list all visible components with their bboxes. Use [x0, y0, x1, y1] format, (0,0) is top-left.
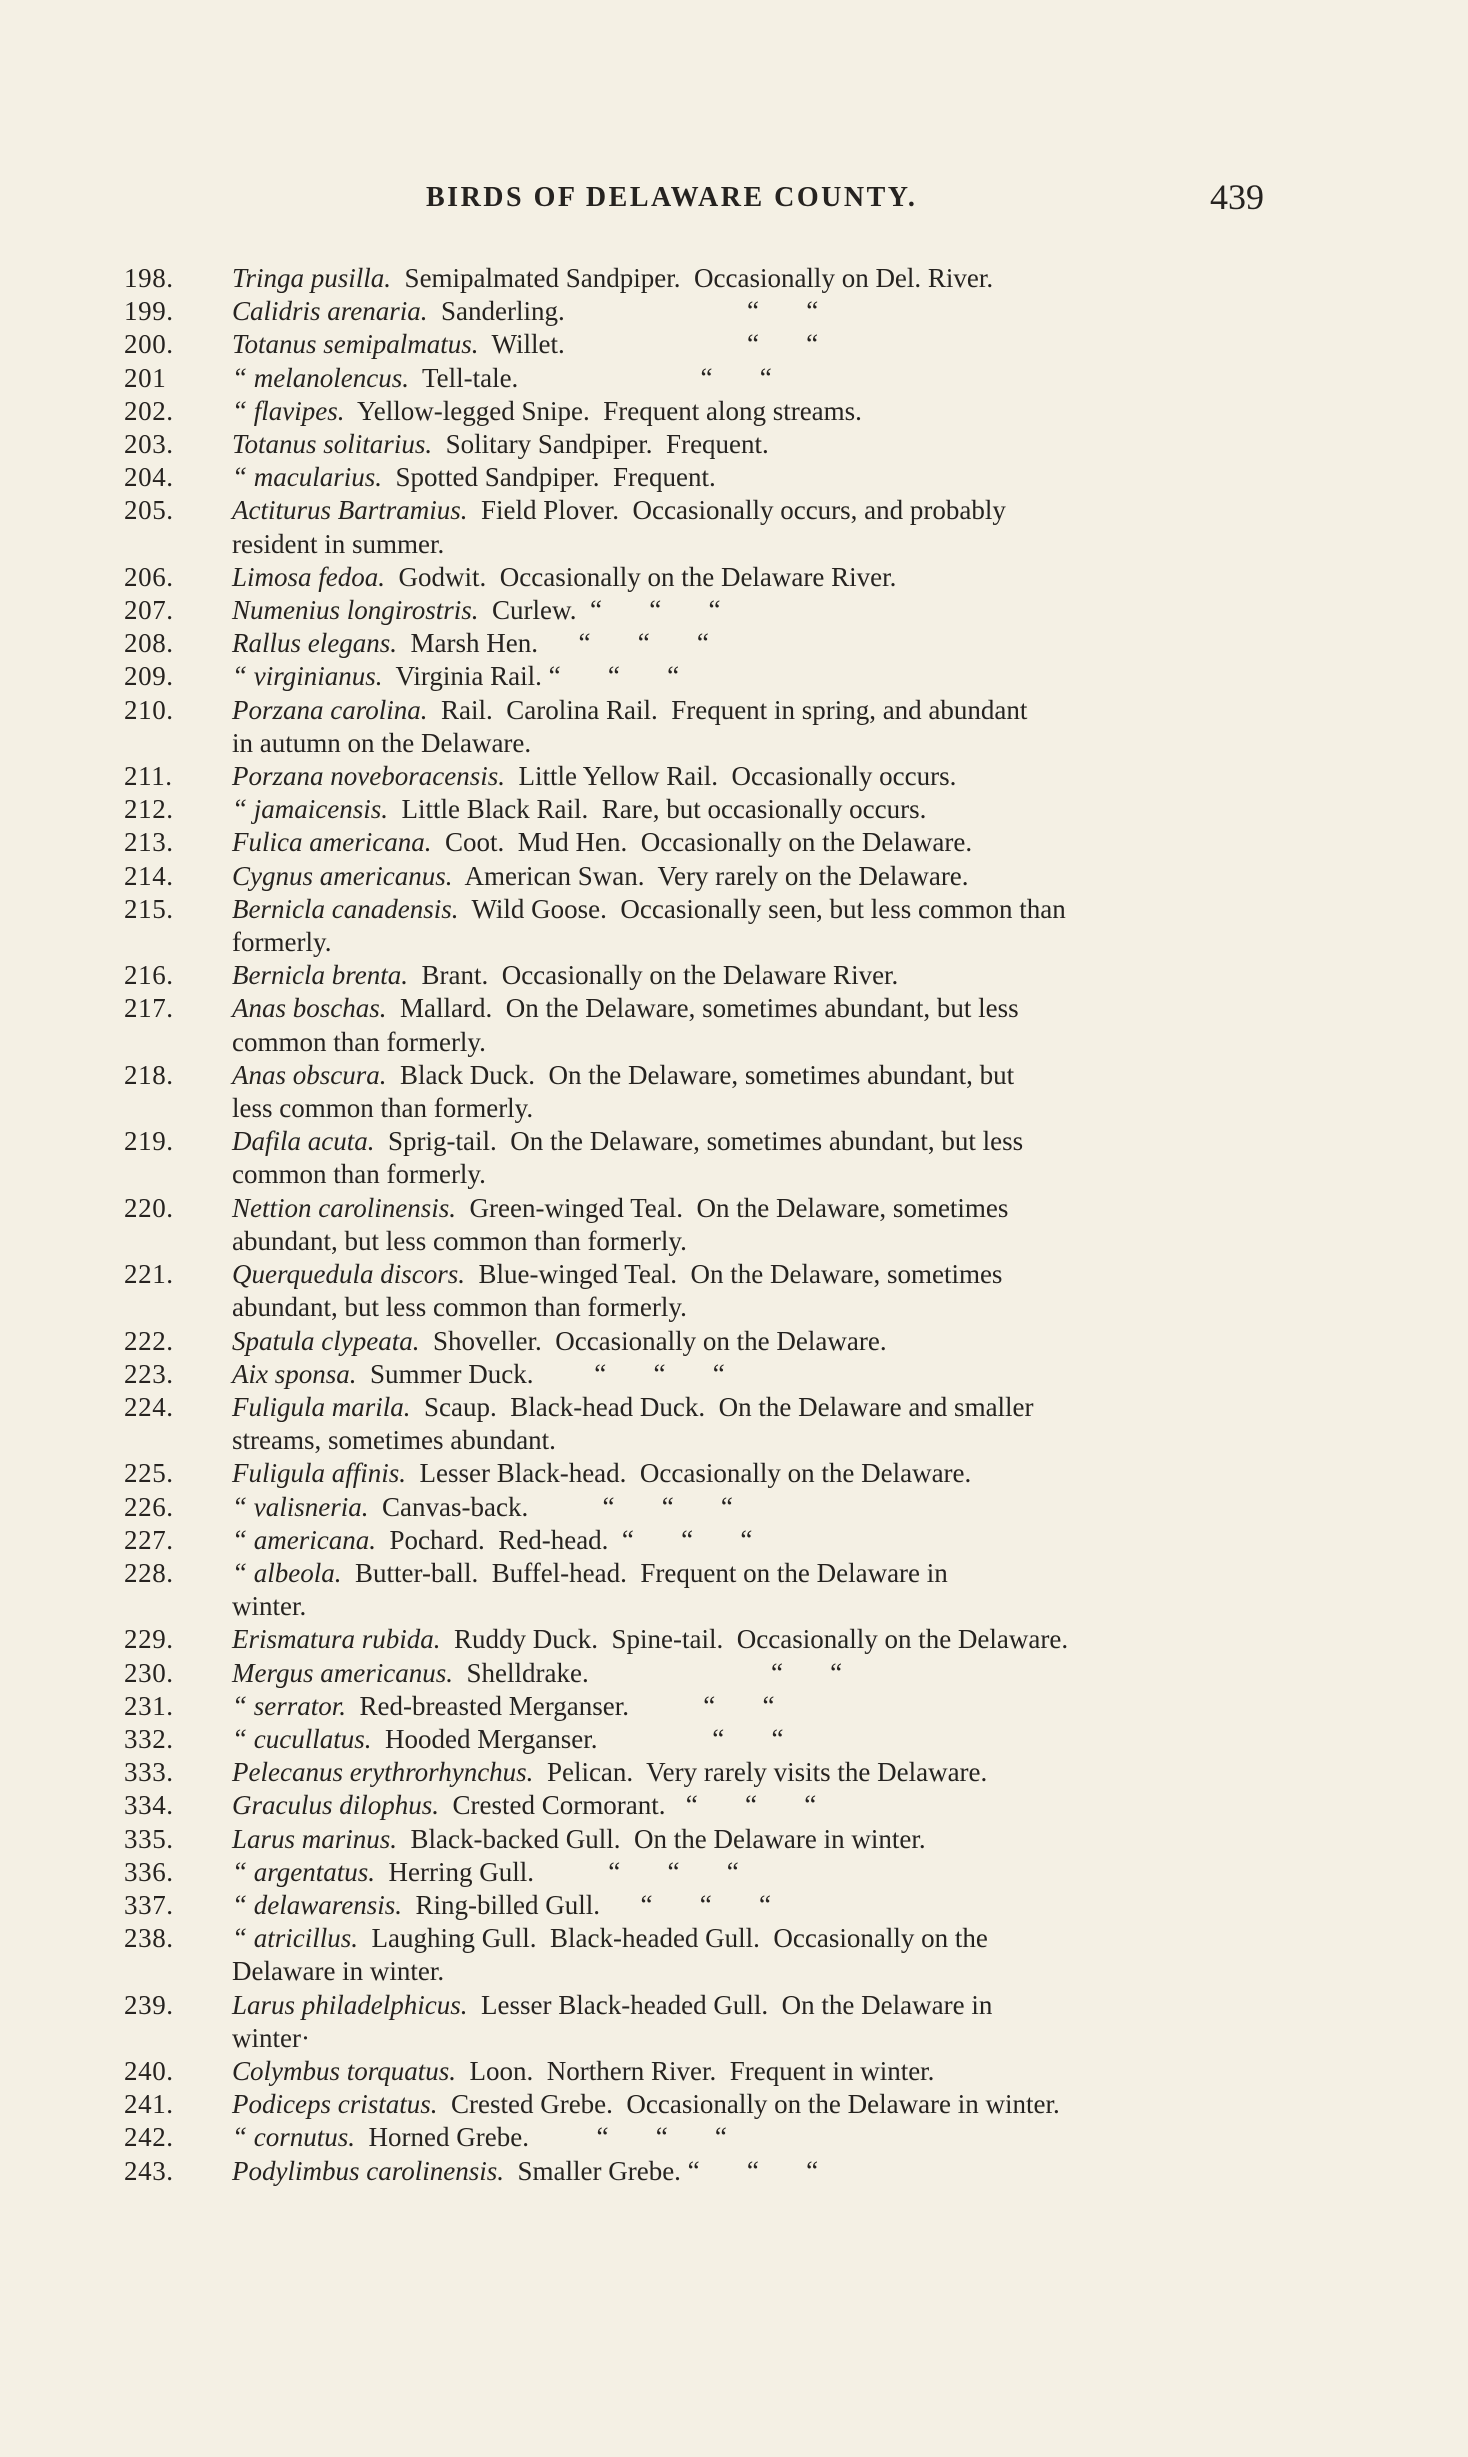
- entry-description: Sprig-tail. On the Delaware, sometimes abundant, but less: [374, 1126, 1024, 1157]
- scientific-name: “ cornutus.: [232, 2122, 356, 2153]
- scientific-name: Fuligula affinis.: [232, 1458, 407, 1489]
- entry-continuation: Delaware in winter.: [232, 1956, 445, 1987]
- running-head-title: BIRDS OF DELAWARE COUNTY.: [426, 182, 918, 213]
- entry-continuation: winter.: [232, 1591, 307, 1622]
- species-entry: [0, 594, 1292, 627]
- species-entry: [0, 1258, 1292, 1324]
- entry-number: 209.: [124, 661, 174, 692]
- entry-description: Pochard. Red-head. “ “ “: [376, 1524, 753, 1555]
- entry-continuation: resident in summer.: [232, 528, 445, 559]
- entry-description: Laughing Gull. Black-headed Gull. Occasionally on the: [358, 1923, 988, 1954]
- entry-number: 210.: [124, 694, 174, 725]
- scientific-name: Podylimbus carolinensis.: [232, 2155, 504, 2186]
- entry-description: Little Black Rail. Rare, but occasionally occurs.: [388, 794, 927, 825]
- scientific-name: Mergus americanus.: [232, 1657, 453, 1688]
- entry-number: 207.: [124, 595, 174, 626]
- scientific-name: Graculus dilophus.: [232, 1790, 440, 1821]
- species-entry: [0, 1789, 1292, 1822]
- entry-number: 220.: [124, 1192, 174, 1223]
- scientific-name: Bernicla brenta.: [232, 960, 408, 991]
- entry-continuation: in autumn on the Delaware.: [232, 727, 532, 758]
- scientific-name: Larus marinus.: [232, 1823, 398, 1854]
- entry-description: Black-backed Gull. On the Delaware in winter.: [397, 1823, 926, 1854]
- entry-description: Summer Duck. “ “ “: [356, 1358, 725, 1389]
- scientific-name: Calidris arenaria.: [232, 296, 428, 327]
- entry-description: Sanderling. “ “: [427, 296, 819, 327]
- species-entry: [0, 461, 1292, 494]
- species-entry: [0, 1756, 1292, 1789]
- scientific-name: “ jamaicensis.: [232, 794, 389, 825]
- species-entry: [0, 2088, 1292, 2121]
- entry-continuation: abundant, but less common than formerly.: [232, 1292, 687, 1323]
- species-entry: [0, 362, 1292, 395]
- species-entry: [0, 494, 1292, 560]
- scientific-name: Querquedula discors.: [232, 1259, 465, 1290]
- entry-number: 243.: [124, 2155, 174, 2186]
- species-entry: [0, 660, 1292, 693]
- entry-number: 336.: [124, 1856, 174, 1887]
- species-entry: [0, 1989, 1292, 2055]
- entry-description: Black Duck. On the Delaware, sometimes abundant, but: [386, 1059, 1015, 1090]
- entry-number: 211.: [124, 761, 173, 792]
- entry-description: Rail. Carolina Rail. Frequent in spring, and abundant: [427, 694, 1028, 725]
- entry-number: 200.: [124, 329, 174, 360]
- scientific-name: Erismatura rubida.: [232, 1624, 441, 1655]
- scientific-name: Nettion carolinensis.: [232, 1192, 456, 1223]
- species-entry: [0, 1524, 1292, 1557]
- entry-description: Curlew. “ “ “: [478, 595, 721, 626]
- species-entry: [0, 328, 1292, 361]
- entry-number: 225.: [124, 1458, 174, 1489]
- scientific-name: “ valisneria.: [232, 1491, 369, 1522]
- entry-continuation: winter·: [232, 2022, 310, 2053]
- entry-description: Butter-ball. Buffel-head. Frequent on the Delaware in: [341, 1557, 948, 1588]
- scientific-name: Pelecanus erythrorhynchus.: [232, 1757, 534, 1788]
- species-entry: [0, 1325, 1292, 1358]
- species-entry: [0, 793, 1292, 826]
- species-entry: [0, 1557, 1292, 1623]
- entry-description: Godwit. Occasionally on the Delaware River.: [385, 561, 897, 592]
- species-entry: [0, 262, 1292, 295]
- species-entry: [0, 826, 1292, 859]
- running-head: [0, 178, 1468, 228]
- entry-number: 213.: [124, 827, 174, 858]
- scientific-name: Limosa fedoa.: [232, 561, 386, 592]
- entry-number: 215.: [124, 893, 174, 924]
- entry-number: 230.: [124, 1657, 174, 1688]
- entry-number: 202.: [124, 395, 174, 426]
- entry-number: 337.: [124, 1889, 174, 1920]
- entry-number: 206.: [124, 561, 174, 592]
- scientific-name: Fulica americana.: [232, 827, 432, 858]
- entry-number: 219.: [124, 1126, 174, 1157]
- species-entry: [0, 395, 1292, 428]
- entry-number: 204.: [124, 462, 174, 493]
- entry-description: Canvas-back. “ “ “: [368, 1491, 733, 1522]
- entry-description: Mallard. On the Delaware, sometimes abundant, but less: [386, 993, 1019, 1024]
- scientific-name: Cygnus americanus.: [232, 860, 453, 891]
- scientific-name: Anas boschas.: [232, 993, 387, 1024]
- scientific-name: “ delawarensis.: [232, 1889, 403, 1920]
- entry-number: 203.: [124, 429, 174, 460]
- species-entry: [0, 627, 1292, 660]
- entry-number: 201: [124, 362, 167, 393]
- scientific-name: Porzana carolina.: [232, 694, 428, 725]
- entry-description: Blue-winged Teal. On the Delaware, sometimes: [464, 1259, 1003, 1290]
- entry-number: 198.: [124, 263, 174, 293]
- entry-number: 208.: [124, 628, 174, 659]
- species-entry: [0, 760, 1292, 793]
- entry-description: Scaup. Black-head Duck. On the Delaware and smaller: [410, 1391, 1034, 1422]
- species-entry: [0, 1192, 1292, 1258]
- entry-description: Little Yellow Rail. Occasionally occurs.: [504, 761, 957, 792]
- entry-description: Shelldrake. “ “: [452, 1657, 843, 1688]
- species-entry: [0, 1690, 1292, 1723]
- species-list: [0, 262, 1468, 2188]
- scientific-name: Spatula clypeata.: [232, 1325, 420, 1356]
- species-entry: [0, 893, 1292, 959]
- entry-number: 333.: [124, 1757, 174, 1788]
- entry-number: 218.: [124, 1059, 174, 1090]
- species-entry: [0, 2121, 1292, 2154]
- entry-description: Willet. “ “: [478, 329, 819, 360]
- species-entry: [0, 1358, 1292, 1391]
- species-entry: [0, 2055, 1292, 2088]
- scientific-name: “ melanolencus.: [232, 362, 409, 393]
- entry-description: Yellow-legged Snipe. Frequent along streams.: [344, 395, 862, 426]
- species-entry: [0, 2155, 1292, 2188]
- scientific-name: Dafila acuta.: [232, 1126, 375, 1157]
- entry-description: Crested Grebe. Occasionally on the Delaware in winter.: [437, 2089, 1060, 2120]
- entry-number: 224.: [124, 1391, 174, 1422]
- species-entry: [0, 1823, 1292, 1856]
- entry-description: Tell-tale. “ “: [408, 362, 772, 393]
- entry-description: Red-breasted Merganser. “ “: [346, 1690, 775, 1721]
- scientific-name: Totanus semipalmatus.: [232, 329, 479, 360]
- entry-description: Solitary Sandpiper. Frequent.: [432, 429, 769, 460]
- entry-description: Virginia Rail. “ “ “: [382, 661, 680, 692]
- entry-number: 229.: [124, 1624, 174, 1655]
- entry-number: 221.: [124, 1259, 174, 1290]
- species-entry: [0, 1391, 1292, 1457]
- scientific-name: “ serrator.: [232, 1690, 347, 1721]
- entry-description: Loon. Northern River. Frequent in winter.: [456, 2055, 935, 2086]
- scientific-name: “ virginianus.: [232, 661, 383, 692]
- scientific-name: Totanus solitarius.: [232, 429, 433, 460]
- entry-number: 205.: [124, 495, 174, 526]
- entry-number: 228.: [124, 1557, 174, 1588]
- entry-continuation: common than formerly.: [232, 1159, 486, 1190]
- entry-number: 226.: [124, 1491, 174, 1522]
- species-entry: [0, 1657, 1292, 1690]
- species-entry: [0, 1889, 1292, 1922]
- species-entry: [0, 428, 1292, 461]
- entry-description: Coot. Mud Hen. Occasionally on the Delaware.: [431, 827, 973, 858]
- entry-description: Herring Gull. “ “ “: [375, 1856, 739, 1887]
- scientific-name: “ americana.: [232, 1524, 376, 1555]
- entry-description: Semipalmated Sandpiper. Occasionally on Del. River.: [391, 263, 994, 293]
- scientific-name: Aix sponsa.: [232, 1358, 357, 1389]
- entry-number: 227.: [124, 1524, 174, 1555]
- scientific-name: Numenius longirostris.: [232, 595, 479, 626]
- entry-description: Horned Grebe. “ “ “: [355, 2122, 727, 2153]
- scientific-name: “ flavipes.: [232, 395, 345, 426]
- species-entry: [0, 860, 1292, 893]
- species-entry: [0, 1623, 1292, 1656]
- scientific-name: Rallus elegans.: [232, 628, 397, 659]
- entry-description: Lesser Black-head. Occasionally on the Delaware.: [406, 1458, 972, 1489]
- species-entry: [0, 295, 1292, 328]
- entry-continuation: less common than formerly.: [232, 1093, 534, 1124]
- entry-number: 239.: [124, 1989, 174, 2020]
- scientific-name: “ argentatus.: [232, 1856, 376, 1887]
- entry-number: 231.: [124, 1690, 174, 1721]
- entry-description: Pelican. Very rarely visits the Delaware.: [533, 1757, 988, 1788]
- entry-number: 241.: [124, 2089, 174, 2120]
- page-number: 439: [1210, 177, 1264, 217]
- scientific-name: Colymbus torquatus.: [232, 2055, 457, 2086]
- species-entry: [0, 1723, 1292, 1756]
- species-entry: [0, 1125, 1292, 1191]
- species-entry: [0, 1059, 1292, 1125]
- entry-number: 335.: [124, 1823, 174, 1854]
- scientific-name: Larus philadelphicus.: [232, 1989, 468, 2020]
- scientific-name: “ albeola.: [232, 1557, 342, 1588]
- entry-description: Lesser Black-headed Gull. On the Delaware in: [467, 1989, 993, 2020]
- entry-description: Field Plover. Occasionally occurs, and probably: [467, 495, 1006, 526]
- entry-description: Spotted Sandpiper. Frequent.: [382, 462, 716, 493]
- entry-number: 216.: [124, 960, 174, 991]
- scientific-name: Actiturus Bartramius.: [232, 495, 468, 526]
- entry-continuation: abundant, but less common than formerly.: [232, 1225, 687, 1256]
- scientific-name: Anas obscura.: [232, 1059, 387, 1090]
- entry-description: Marsh Hen. “ “ “: [396, 628, 709, 659]
- species-entry: [0, 561, 1292, 594]
- entry-description: Brant. Occasionally on the Delaware River.: [407, 960, 899, 991]
- scientific-name: Bernicla canadensis.: [232, 893, 459, 924]
- species-entry: [0, 1922, 1292, 1988]
- entry-number: 212.: [124, 794, 174, 825]
- species-entry: [0, 992, 1292, 1058]
- entry-number: 332.: [124, 1723, 174, 1754]
- species-entry: [0, 1491, 1292, 1524]
- scientific-name: “ cucullatus.: [232, 1723, 372, 1754]
- scientific-name: Podiceps cristatus.: [232, 2089, 438, 2120]
- entry-number: 334.: [124, 1790, 174, 1821]
- entry-continuation: streams, sometimes abundant.: [232, 1425, 556, 1456]
- entry-number: 240.: [124, 2055, 174, 2086]
- entry-number: 238.: [124, 1923, 174, 1954]
- scientific-name: “ atricillus.: [232, 1923, 359, 1954]
- entry-description: Green-winged Teal. On the Delaware, sometimes: [456, 1192, 1009, 1223]
- entry-number: 199.: [124, 296, 174, 327]
- entry-description: Hooded Merganser. “ “: [371, 1723, 784, 1754]
- entry-number: 222.: [124, 1325, 174, 1356]
- entry-description: Ruddy Duck. Spine-tail. Occasionally on the Delaware.: [440, 1624, 1069, 1655]
- entry-description: Shoveller. Occasionally on the Delaware.: [419, 1325, 887, 1356]
- entry-number: 223.: [124, 1358, 174, 1389]
- entry-description: American Swan. Very rarely on the Delaware.: [452, 860, 969, 891]
- species-entry: [0, 1856, 1292, 1889]
- entry-number: 217.: [124, 993, 174, 1024]
- species-entry: [0, 1457, 1292, 1490]
- scientific-name: “ macularius.: [232, 462, 383, 493]
- entry-number: 214.: [124, 860, 174, 891]
- entry-continuation: formerly.: [232, 927, 332, 958]
- species-entry: [0, 959, 1292, 992]
- scientific-name: Tringa pusilla.: [232, 263, 392, 293]
- entry-number: 242.: [124, 2122, 174, 2153]
- entry-description: Wild Goose. Occasionally seen, but less common than: [458, 893, 1066, 924]
- entry-description: Smaller Grebe. “ “ “: [503, 2155, 819, 2186]
- entry-description: Ring-billed Gull. “ “ “: [402, 1889, 771, 1920]
- entry-continuation: common than formerly.: [232, 1026, 486, 1057]
- entry-description: Crested Cormorant. “ “ “: [439, 1790, 817, 1821]
- scientific-name: Fuligula marila.: [232, 1391, 411, 1422]
- species-entry: [0, 694, 1292, 760]
- scientific-name: Porzana noveboracensis.: [232, 761, 505, 792]
